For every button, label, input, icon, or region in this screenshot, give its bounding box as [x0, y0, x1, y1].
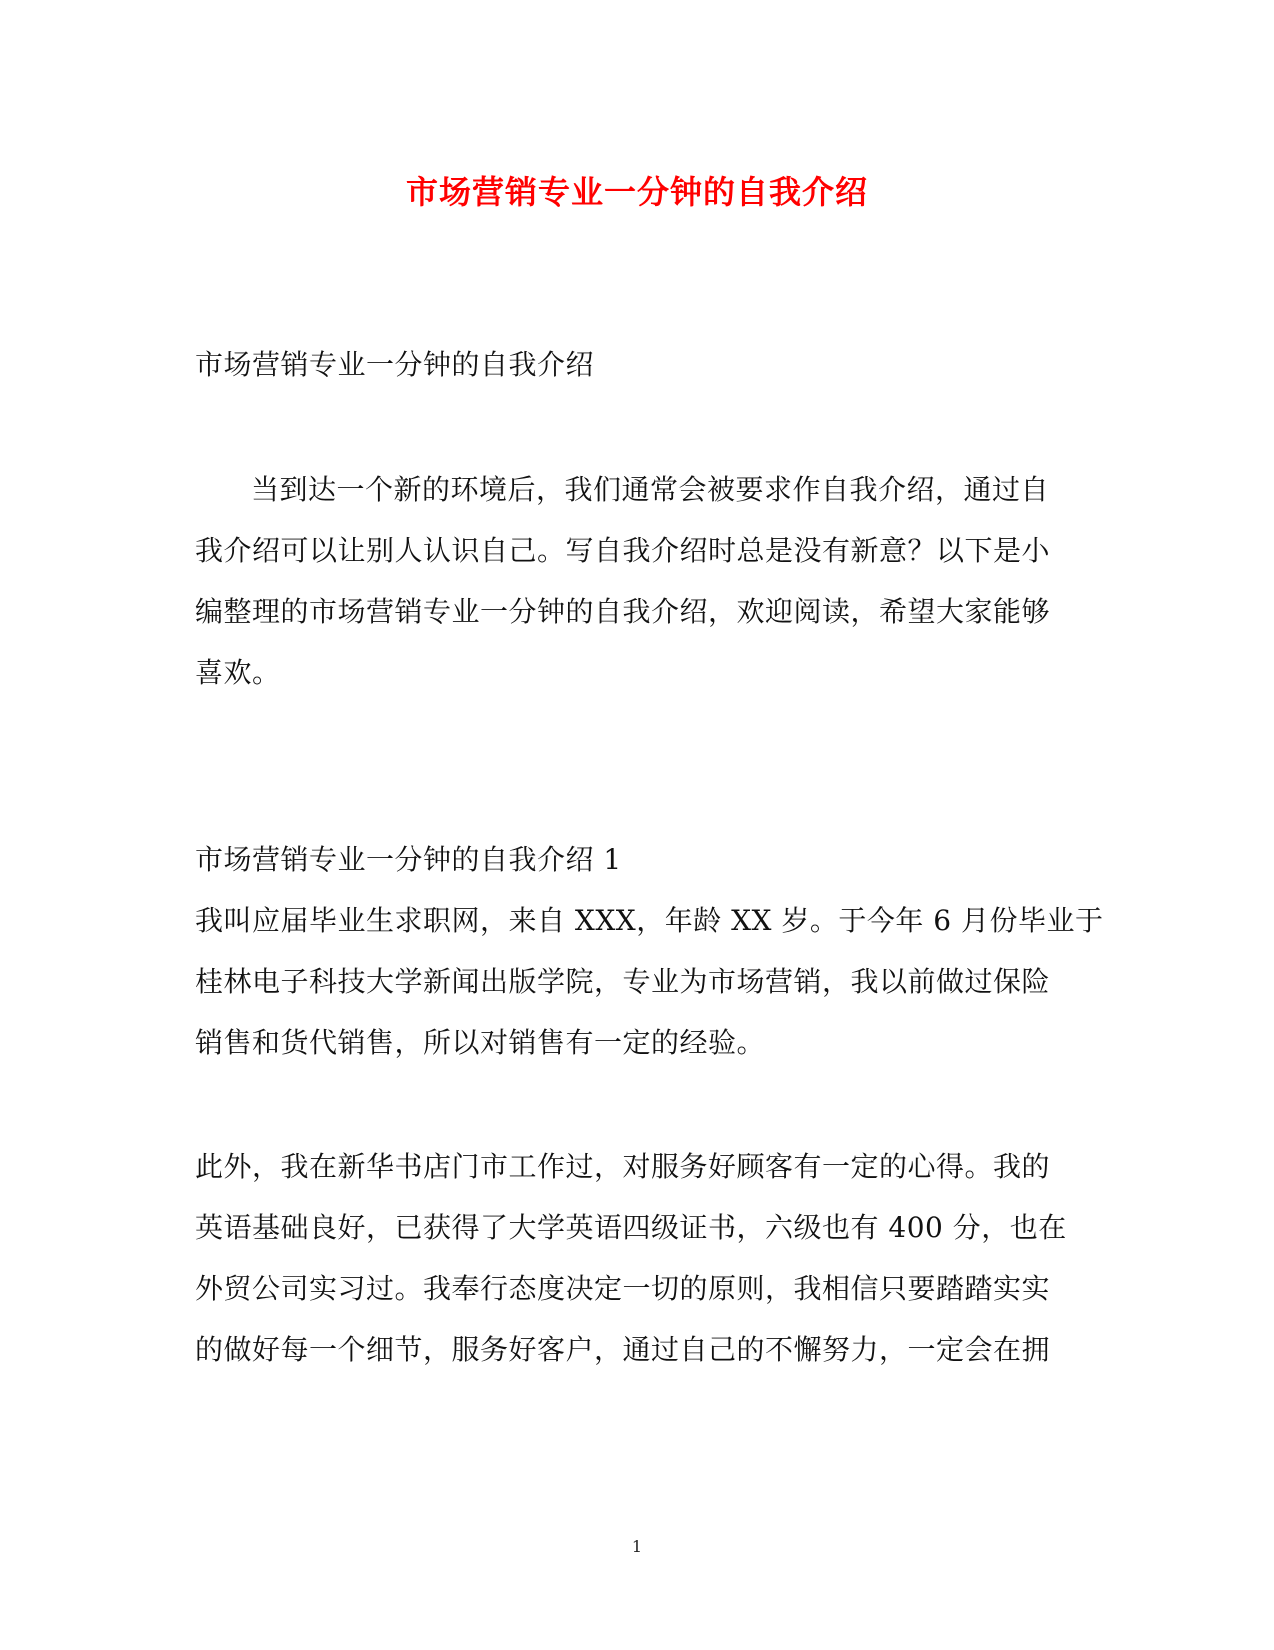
paragraph-line: 的做好每一个细节，服务好客户，通过自己的不懈努力，一定会在拥: [195, 1333, 1051, 1366]
paragraph-line: 外贸公司实习过。我奉行态度决定一切的原则，我相信只要踏踏实实: [195, 1272, 1051, 1305]
subtitle: 市场营销专业一分钟的自我介绍: [195, 348, 595, 381]
intro-line: 编整理的市场营销专业一分钟的自我介绍，欢迎阅读，希望大家能够: [195, 595, 1051, 628]
page-number: 1: [631, 1537, 643, 1556]
paragraph-line: 英语基础良好，已获得了大学英语四级证书，六级也有 400 分，也在: [195, 1211, 1067, 1244]
section-heading: 市场营销专业一分钟的自我介绍 1: [195, 843, 622, 876]
document-title: 市场营销专业一分钟的自我介绍: [405, 173, 868, 211]
paragraph-line: 桂林电子科技大学新闻出版学院，专业为市场营销，我以前做过保险: [195, 965, 1051, 998]
paragraph-line: 我叫应届毕业生求职网，来自 XXX，年龄 XX 岁。于今年 6 月份毕业于: [195, 904, 1104, 937]
intro-line: 当到达一个新的环境后，我们通常会被要求作自我介绍，通过自: [251, 473, 1050, 506]
paragraph-line: 此外，我在新华书店门市工作过，对服务好顾客有一定的心得。我的: [195, 1150, 1051, 1183]
intro-line: 喜欢。: [195, 656, 281, 689]
intro-line: 我介绍可以让别人认识自己。写自我介绍时总是没有新意？以下是小: [195, 534, 1051, 567]
paragraph-line: 销售和货代销售，所以对销售有一定的经验。: [195, 1026, 766, 1059]
